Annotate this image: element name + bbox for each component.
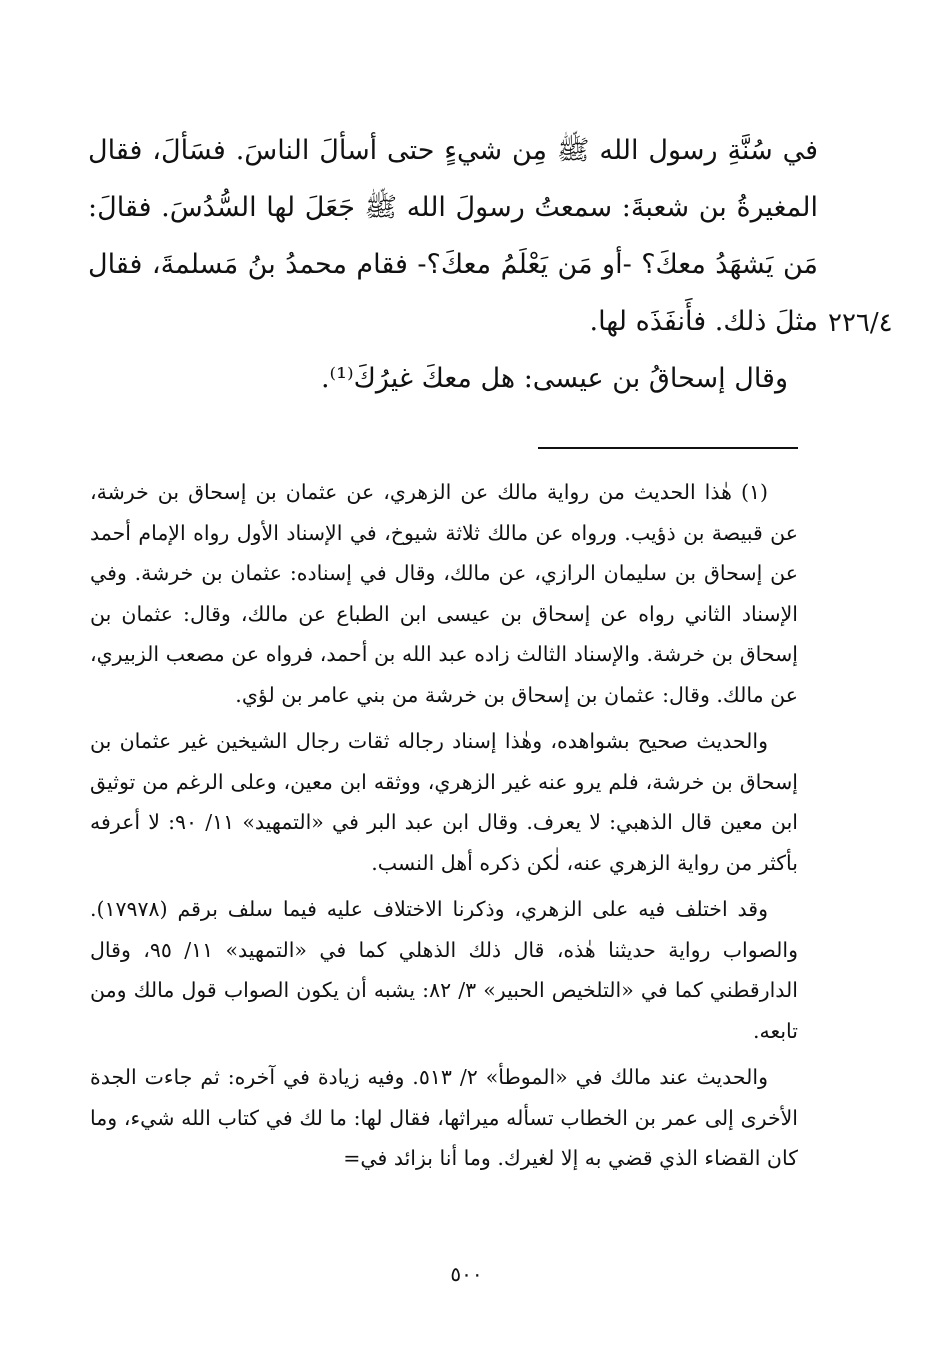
footnote-paragraph: والحديث عند مالك في «الموطأ» ٢/ ٥١٣. وفيه زيادة في آخره: ثم جاءت الجدة الأخرى إلى عمر بن الخطاب تسأله ميراثها، فقال لها: ما لك في كتاب الله شيء، وما كان القضاء الذي قضي به إلا لغيرك. وما أنا بزائد في= [90,1065,798,1170]
margin-volume-page-reference: ٢٢٦/٤ [828,308,893,338]
footnote-paragraph: والحديث صحيح بشواهده، وهٰذا إسناد رجاله ثقات رجال الشيخين غير عثمان بن إسحاق بن خرشة، فلم يرو عنه غير الزهري، ووثقه ابن معين، وعلى الرغم من توثيق ابن معين قال الذهبي: لا يعرف. وقال ابن عبد البر في «التمهيد» ١١/ ٩٠: لا أعرفه بأكثر من رواية الزهري عنه، لٰكن ذكره أهل النسب. [90,729,798,875]
footnote-paragraph: (١) هٰذا الحديث من رواية مالك عن الزهري، عن عثمان بن إسحاق بن خرشة، عن قبيصة بن ذؤيب. ورواه عن مالك ثلاثة شيوخ، في الإسناد الأول رواه الإمام أحمد عن إسحاق بن سليمان الرازي، عن مالك، وقال في إسناده: عثمان بن خرشة. وفي الإسناد الثاني رواه عن إسحاق بن عيسى ابن الطباع عن مالك، وقال: عثمان بن إسحاق بن خرشة. والإسناد الثالث زاده عبد الله بن أحمد، فرواه عن مصعب الزبيري، عن مالك. وقال: عثمان بن إسحاق بن خرشة من بني عامر بن لؤي. [90,480,798,707]
footnotes-block [90,472,798,1185]
footnote-paragraph: وقد اختلف فيه على الزهري، وذكرنا الاختلاف عليه فيما سلف برقم (١٧٩٧٨). والصواب رواية حديثنا هٰذه، قال ذلك الذهلي كما في «التمهيد» ١١/ ٩٥، وقال الدارقطني كما في «التلخيص الحبير» ٣/ ٨٢: يشبه أن يكون الصواب قول مالك ومن تابعه. [90,897,798,1043]
main-paragraph: في سُنَّةِ رسول الله ﷺ مِن شيءٍ حتى أسألَ الناسَ. فسَألَ، فقال المغيرةُ بن شعبةَ: سمعتُ رسولَ الله ﷺ جَعَلَ لها السُّدُسَ. فقالَ: مَن يَشهَدُ معكَ؟ -أو مَن يَعْلَمُ معكَ؟- فقام محمدُ بنُ مَسلمةَ، فقال مثلَ ذلك. فأَنفَذَه لها. [88,135,818,337]
page-number: ٥٠٠ [450,1262,483,1286]
main-text-block [88,122,818,407]
footnote-separator-rule [538,447,798,449]
main-paragraph: وقال إسحاقُ بن عيسى: هل معكَ غيرُكَ⁽¹⁾. [320,363,788,394]
